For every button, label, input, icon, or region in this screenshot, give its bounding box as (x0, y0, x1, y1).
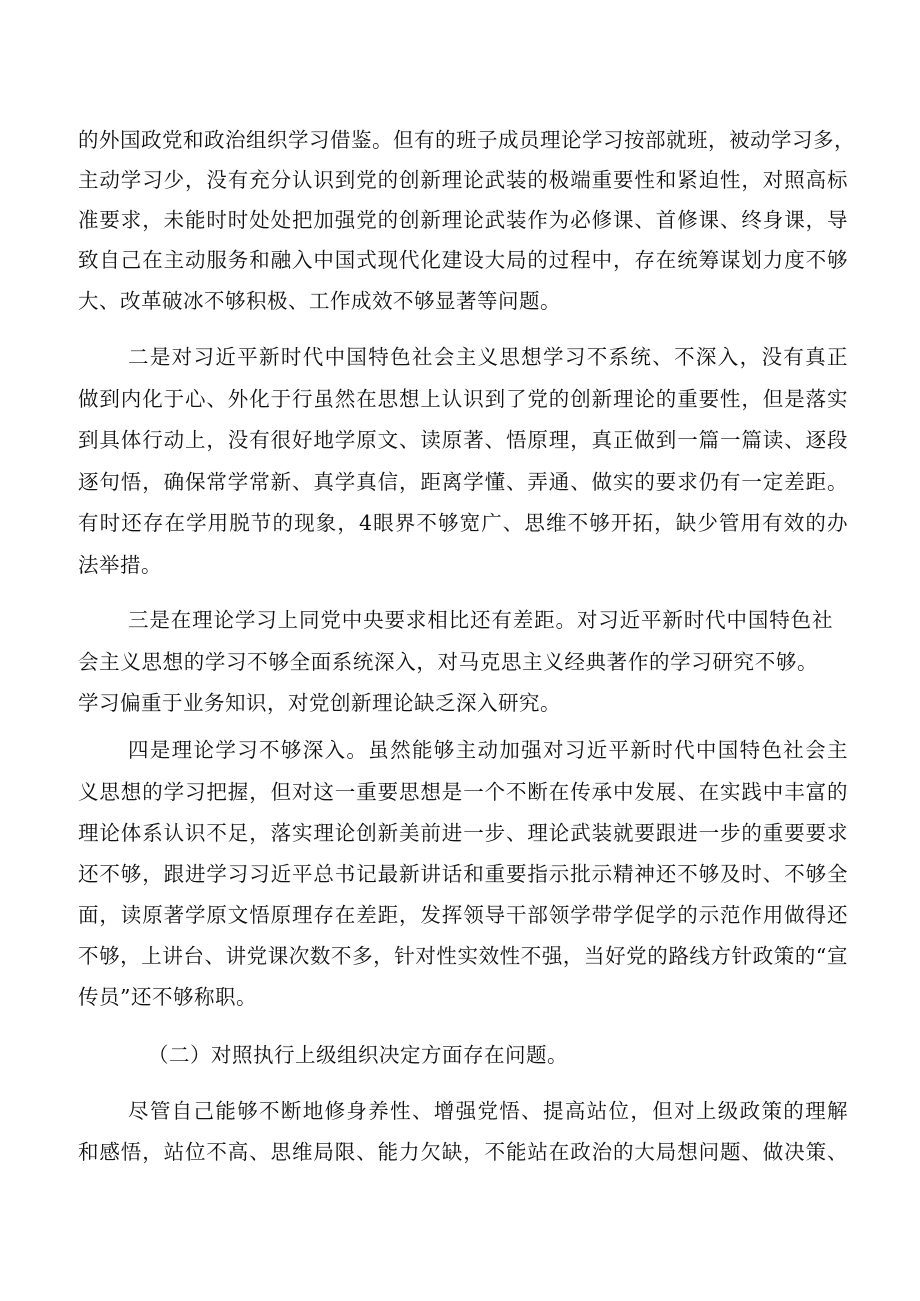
text-line: 理论体系认识不足，落实理论创新美前进一步、理论武装就要跟进一步的重要要求 (78, 821, 848, 845)
text-line: 学习偏重于业务知识，对党创新理论缺乏深入研究。 (78, 691, 561, 715)
text-line: 会主义思想的学习不够全面系统深入，对马克思主义经典著作的学习研究不够。 (78, 650, 818, 674)
text-line: 的外国政党和政治组织学习借鉴。但有的班子成员理论学习按部就班，被动学习多， (78, 128, 855, 152)
text-line: 义思想的学习把握，但对这一重要思想是一个不断在传承中发展、在实践中丰富的 (78, 780, 848, 804)
text-line: 做到内化于心、外化于行虽然在思想上认识到了党的创新理论的重要性，但是落实 (78, 387, 848, 411)
text-line: 还不够，跟进学习习近平总书记最新讲话和重要指示批示精神还不够及时、不够全 (78, 862, 848, 886)
text-line: 逐句悟，确保常学常新、真学真信，距离学懂、弄通、做实的要求仍有一定差距。 (78, 470, 848, 494)
paragraph-start-line: 二是对习近平新时代中国特色社会主义思想学习不系统、不深入，没有真正 (128, 345, 848, 369)
text-line: 主动学习少，没有充分认识到党的创新理论武装的极端重要性和紧迫性，对照高标 (78, 168, 848, 192)
text-line: 不够，上讲台、讲党课次数不多，针对性实效性不强，当好党的路线方针政策的“宣 (78, 944, 848, 968)
paragraph-start-line: 四是理论学习不够深入。虽然能够主动加强对习近平新时代中国特色社会主 (128, 738, 848, 762)
section-heading: （二）对照执行上级组织决定方面存在问题。 (148, 1043, 568, 1067)
text-line: 准要求，未能时时处处把加强党的创新理论武装作为必修课、首修课、终身课，导 (78, 208, 848, 232)
text-line: 法举措。 (78, 553, 162, 577)
paragraph-start-line: 三是在理论学习上同党中央要求相比还有差距。对习近平新时代中国特色社 (128, 608, 833, 632)
paragraph-start-line: 尽管自己能够不断地修身养性、增强党悟、提高站位，但对上级政策的理解 (128, 1099, 848, 1123)
text-line: 和感悟，站位不高、思维局限、能力欠缺，不能站在政治的大局想问题、做决策、 (78, 1140, 848, 1164)
text-line: 致自己在主动服务和融入中国式现代化建设大局的过程中，存在统筹谋划力度不够 (78, 248, 848, 272)
text-line: 有时还存在学用脱节的现象，4眼界不够宽广、思维不够开拓，缺少管用有效的办 (78, 511, 848, 535)
text-line: 面，读原著学原文悟原理存在差距，发挥领导干部领学带学促学的示范作用做得还 (78, 903, 848, 927)
text-line: 大、改革破冰不够积极、工作成效不够显著等问题。 (78, 289, 561, 313)
text-line: 到具体行动上，没有很好地学原文、读原著、悟原理，真正做到一篇一篇读、逐段 (78, 428, 848, 452)
text-line: 传员”还不够称职。 (78, 985, 257, 1009)
